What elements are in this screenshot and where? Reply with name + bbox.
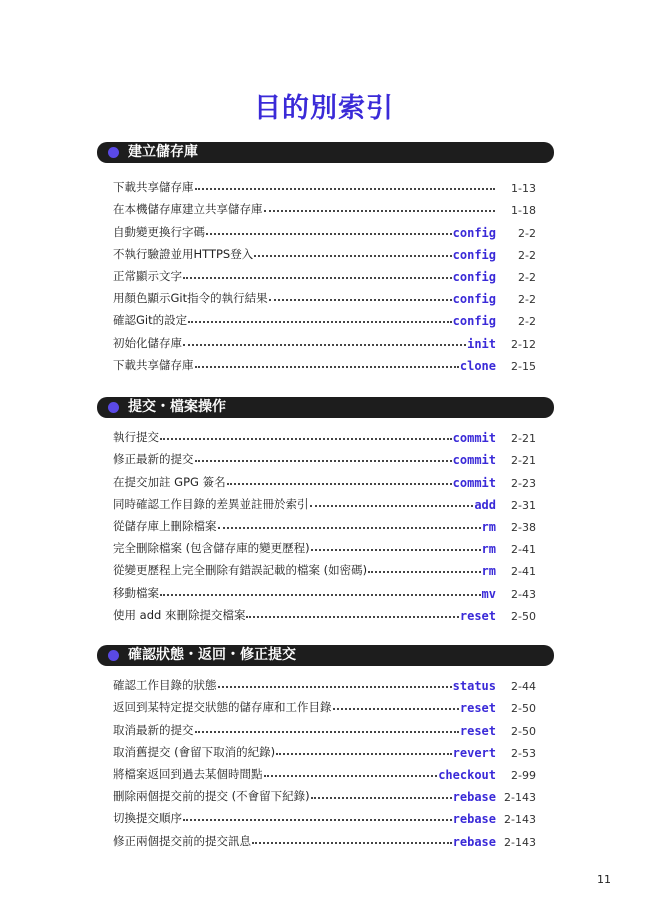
index-entry (113, 284, 536, 306)
index-entry (113, 671, 536, 693)
dot-leader (368, 571, 480, 573)
entry-label: 從變更歷程上完全刪除有錯誤記載的檔案 (如密碼) (113, 563, 368, 578)
entry-label: 在本機儲存庫建立共享儲存庫 (113, 202, 263, 217)
index-list-create-repository (113, 173, 536, 373)
dot-leader (160, 438, 452, 440)
entry-label: 返回到某特定提交狀態的儲存庫和工作目錄 (113, 700, 332, 715)
entry-command: add (474, 497, 496, 512)
entry-command: status (452, 679, 496, 694)
dot-leader (218, 527, 481, 529)
entry-label: 移動檔案 (113, 585, 159, 600)
index-entry (113, 601, 536, 623)
entry-label: 不執行驗證並用HTTPS登入 (113, 246, 254, 261)
index-entry (113, 556, 536, 578)
dot-leader (183, 819, 452, 821)
entry-page-ref: 2-2 (518, 248, 536, 262)
entry-label: 使用 add 來刪除提交檔案 (113, 607, 246, 622)
index-entry (113, 738, 536, 760)
index-entry (113, 782, 536, 804)
index-list-commit-file-ops (113, 423, 536, 623)
bullet-dot-icon (108, 147, 119, 158)
entry-label: 從儲存庫上刪除檔案 (113, 518, 217, 533)
entry-command: clone (459, 358, 496, 373)
entry-label: 初始化儲存庫 (113, 335, 182, 350)
entry-label: 同時確認工作目錄的差異並註冊於索引 (113, 496, 309, 511)
index-entry (113, 306, 536, 328)
entry-page-ref: 2-2 (518, 226, 536, 240)
dot-leader (333, 708, 459, 710)
bullet-dot-icon (108, 402, 119, 413)
entry-command: rm (481, 519, 496, 534)
entry-command: init (467, 336, 496, 351)
dot-leader (195, 366, 459, 368)
dot-leader (276, 753, 452, 755)
entry-page-ref: 2-143 (504, 813, 536, 827)
dot-leader (195, 731, 459, 733)
page-number: 11 (597, 873, 611, 886)
entry-page-ref: 2-38 (511, 520, 536, 534)
entry-command: config (452, 247, 496, 262)
entry-page-ref: 2-2 (518, 270, 536, 284)
bullet-dot-icon (108, 650, 119, 661)
entry-page-ref: 1-13 (511, 182, 536, 196)
dot-leader (195, 460, 452, 462)
entry-label: 將檔案返回到過去某個時間點 (113, 766, 263, 781)
dot-leader (160, 594, 481, 596)
index-entry (113, 467, 536, 489)
entry-label: 取消最新的提交 (113, 722, 194, 737)
entry-page-ref: 1-18 (511, 204, 536, 218)
dot-leader (252, 842, 452, 844)
page-title: 目的別索引 (254, 93, 394, 124)
entry-page-ref: 2-143 (504, 791, 536, 805)
entry-command: reset (459, 723, 496, 738)
index-entry (113, 578, 536, 600)
entry-label: 下載共享儲存庫 (113, 180, 194, 195)
entry-command: config (452, 269, 496, 284)
entry-label: 執行提交 (113, 430, 159, 445)
entry-label: 修正最新的提交 (113, 452, 194, 467)
entry-label: 切換提交順序 (113, 811, 182, 826)
dot-leader (310, 505, 474, 507)
index-entry (113, 423, 536, 445)
entry-page-ref: 2-99 (511, 768, 536, 782)
entry-command: reset (459, 701, 496, 716)
entry-label: 修正兩個提交前的提交訊息 (113, 833, 251, 848)
section-title: 建立儲存庫 (128, 144, 198, 160)
entry-command: rm (481, 542, 496, 557)
index-entry (113, 328, 536, 350)
dot-leader (195, 188, 496, 190)
entry-page-ref: 2-50 (511, 609, 536, 623)
dot-leader (188, 321, 452, 323)
entry-label: 在提交加註 GPG 簽名 (113, 474, 226, 489)
entry-page-ref: 2-53 (511, 746, 536, 760)
index-entry (113, 826, 536, 848)
index-entry (113, 240, 536, 262)
entry-label: 取消舊提交 (會留下取消的紀錄) (113, 744, 276, 759)
entry-command: rebase (452, 790, 496, 805)
dot-leader (206, 233, 452, 235)
entry-page-ref: 2-2 (518, 315, 536, 329)
index-entry (113, 715, 536, 737)
entry-page-ref: 2-143 (504, 835, 536, 849)
entry-command: mv (481, 586, 496, 601)
entry-page-ref: 2-31 (511, 498, 536, 512)
entry-page-ref: 2-43 (511, 587, 536, 601)
entry-label: 用顏色顯示Git指令的執行結果 (113, 291, 268, 306)
entry-command: config (452, 314, 496, 329)
index-entry (113, 534, 536, 556)
section-header-status-revert-fix (97, 645, 554, 666)
section-header-commit-file-ops (97, 397, 554, 418)
entry-command: rm (481, 564, 496, 579)
entry-label: 確認Git的設定 (113, 313, 188, 328)
index-entry (113, 262, 536, 284)
section-title: 提交・檔案操作 (128, 399, 226, 415)
dot-leader (264, 775, 438, 777)
entry-command: commit (452, 475, 496, 490)
entry-label: 自動變更換行字碼 (113, 224, 205, 239)
entry-page-ref: 2-41 (511, 543, 536, 557)
entry-label: 刪除兩個提交前的提交 (不會留下紀錄) (113, 789, 310, 804)
entry-label: 正常顯示文字 (113, 268, 182, 283)
entry-page-ref: 2-44 (511, 680, 536, 694)
index-entry (113, 693, 536, 715)
entry-command: config (452, 225, 496, 240)
dot-leader (269, 299, 452, 301)
entry-label: 完全刪除檔案 (包含儲存庫的變更歷程) (113, 541, 310, 556)
entry-label: 確認工作目錄的狀態 (113, 678, 217, 693)
entry-command: revert (452, 745, 496, 760)
dot-leader (264, 210, 496, 212)
index-list-status-revert-fix (113, 671, 536, 849)
entry-page-ref: 2-21 (511, 432, 536, 446)
entry-page-ref: 2-12 (511, 337, 536, 351)
index-entry (113, 173, 536, 195)
index-entry (113, 512, 536, 534)
section-header-create-repository (97, 142, 554, 163)
section-title: 確認狀態・返回・修正提交 (128, 647, 296, 663)
entry-command: rebase (452, 812, 496, 827)
entry-label: 下載共享儲存庫 (113, 357, 194, 372)
entry-page-ref: 2-41 (511, 565, 536, 579)
entry-command: commit (452, 453, 496, 468)
dot-leader (246, 616, 458, 618)
entry-page-ref: 2-15 (511, 359, 536, 373)
dot-leader (227, 483, 452, 485)
dot-leader (183, 344, 466, 346)
index-entry (113, 217, 536, 239)
dot-leader (183, 277, 452, 279)
index-entry (113, 490, 536, 512)
entry-page-ref: 2-50 (511, 724, 536, 738)
index-entry (113, 351, 536, 373)
dot-leader (311, 549, 481, 551)
entry-command: rebase (452, 834, 496, 849)
index-entry (113, 804, 536, 826)
entry-page-ref: 2-2 (518, 293, 536, 307)
dot-leader (311, 797, 452, 799)
dot-leader (254, 255, 451, 257)
entry-page-ref: 2-23 (511, 476, 536, 490)
index-entry (113, 445, 536, 467)
entry-page-ref: 2-21 (511, 454, 536, 468)
index-entry (113, 195, 536, 217)
index-entry (113, 760, 536, 782)
entry-command: checkout (438, 767, 496, 782)
entry-command: commit (452, 431, 496, 446)
entry-command: config (452, 292, 496, 307)
dot-leader (218, 686, 452, 688)
entry-page-ref: 2-50 (511, 702, 536, 716)
entry-command: reset (459, 608, 496, 623)
